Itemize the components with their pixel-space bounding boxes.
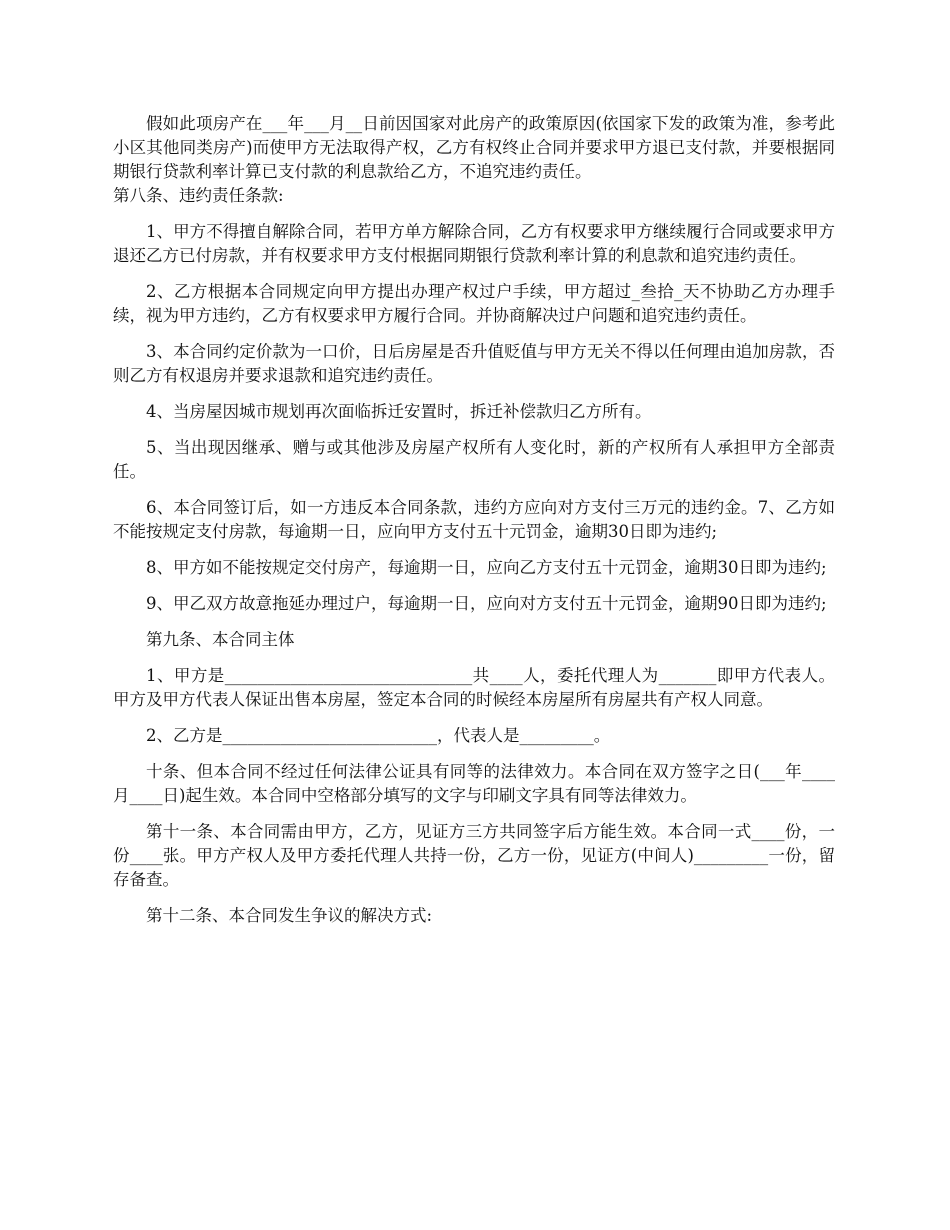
section-heading-article-9: 第九条、本合同主体 bbox=[146, 630, 295, 649]
paragraph-article-8-item-2: 2、乙方根据本合同规定向甲方提出办理产权过户手续，甲方超过_叁拾_天不协助乙方办理手续，视为甲方违约，乙方有权要求甲方履行合同。并协商解决过户问题和追究违约责任。 bbox=[113, 282, 835, 325]
paragraph-article-8-item-3: 3、本合同约定价款为一口价，日后房屋是否升值贬值与甲方无关不得以任何理由追加房款，否则乙方有权退房并要求退款和追究违约责任。 bbox=[113, 342, 835, 385]
paragraph-article-8-item-4: 4、当房屋因城市规划再次面临拆迁安置时，拆迁补偿款归乙方所有。 bbox=[146, 402, 652, 421]
section-heading-article-8: 第八条、违约责任条款: bbox=[113, 186, 284, 205]
paragraph-article-8-item-1: 1、甲方不得擅自解除合同，若甲方单方解除合同，乙方有权要求甲方继续履行合同或要求甲方退还乙方已付房款，并有权要求甲方支付根据同期银行贷款利率计算的利息款和追究违约责任。 bbox=[113, 222, 835, 265]
section-heading-article-12: 第十二条、本合同发生争议的解决方式: bbox=[146, 906, 433, 925]
paragraph-article-9-item-2: 2、乙方是__________________________，代表人是_________。 bbox=[146, 726, 611, 745]
document-body bbox=[113, 112, 835, 940]
paragraph-article-8-item-8: 8、甲方如不能按规定交付房产，每逾期一日，应向乙方支付五十元罚金，逾期30日即为违约; bbox=[146, 558, 827, 577]
paragraph-article-8-item-9: 9、甲乙双方故意拖延办理过户，每逾期一日，应向对方支付五十元罚金，逾期90日即为违约; bbox=[146, 594, 827, 613]
paragraph-article-11: 第十一条、本合同需由甲方，乙方，见证方三方共同签字后方能生效。本合同一式____份，一份____张。甲方产权人及甲方委托代理人共持一份，乙方一份，见证方(中间人)_________一份，留存备查。 bbox=[113, 822, 835, 889]
paragraph-article-8-item-5: 5、当出现因继承、赠与或其他涉及房屋产权所有人变化时，新的产权所有人承担甲方全部责任。 bbox=[113, 438, 835, 481]
paragraph-article-10: 十条、但本合同不经过任何法律公证具有同等的法律效力。本合同在双方签字之日(___年____月____日)起生效。本合同中空格部分填写的文字与印刷文字具有同等法律效力。 bbox=[113, 762, 835, 805]
paragraph-article-9-item-1: 1、甲方是______________________________共____人，委托代理人为_______即甲方代表人。甲方及甲方代表人保证出售本房屋，签定本合同的时候经本房屋所有房屋共有产权人同意。 bbox=[113, 666, 835, 709]
paragraph-article-8-item-6-7: 6、本合同签订后，如一方违反本合同条款，违约方应向对方支付三万元的违约金。7、乙方如不能按规定支付房款，每逾期一日，应向甲方支付五十元罚金，逾期30日即为违约; bbox=[113, 498, 835, 541]
paragraph-policy-clause: 假如此项房产在___年___月__日前因国家对此房产的政策原因(依国家下发的政策为准，参考此小区其他同类房产)而使甲方无法取得产权，乙方有权终止合同并要求甲方退已支付款，并要根据同期银行贷款利率计算已支付款的利息款给乙方，不追究违约责任。 bbox=[113, 114, 835, 181]
